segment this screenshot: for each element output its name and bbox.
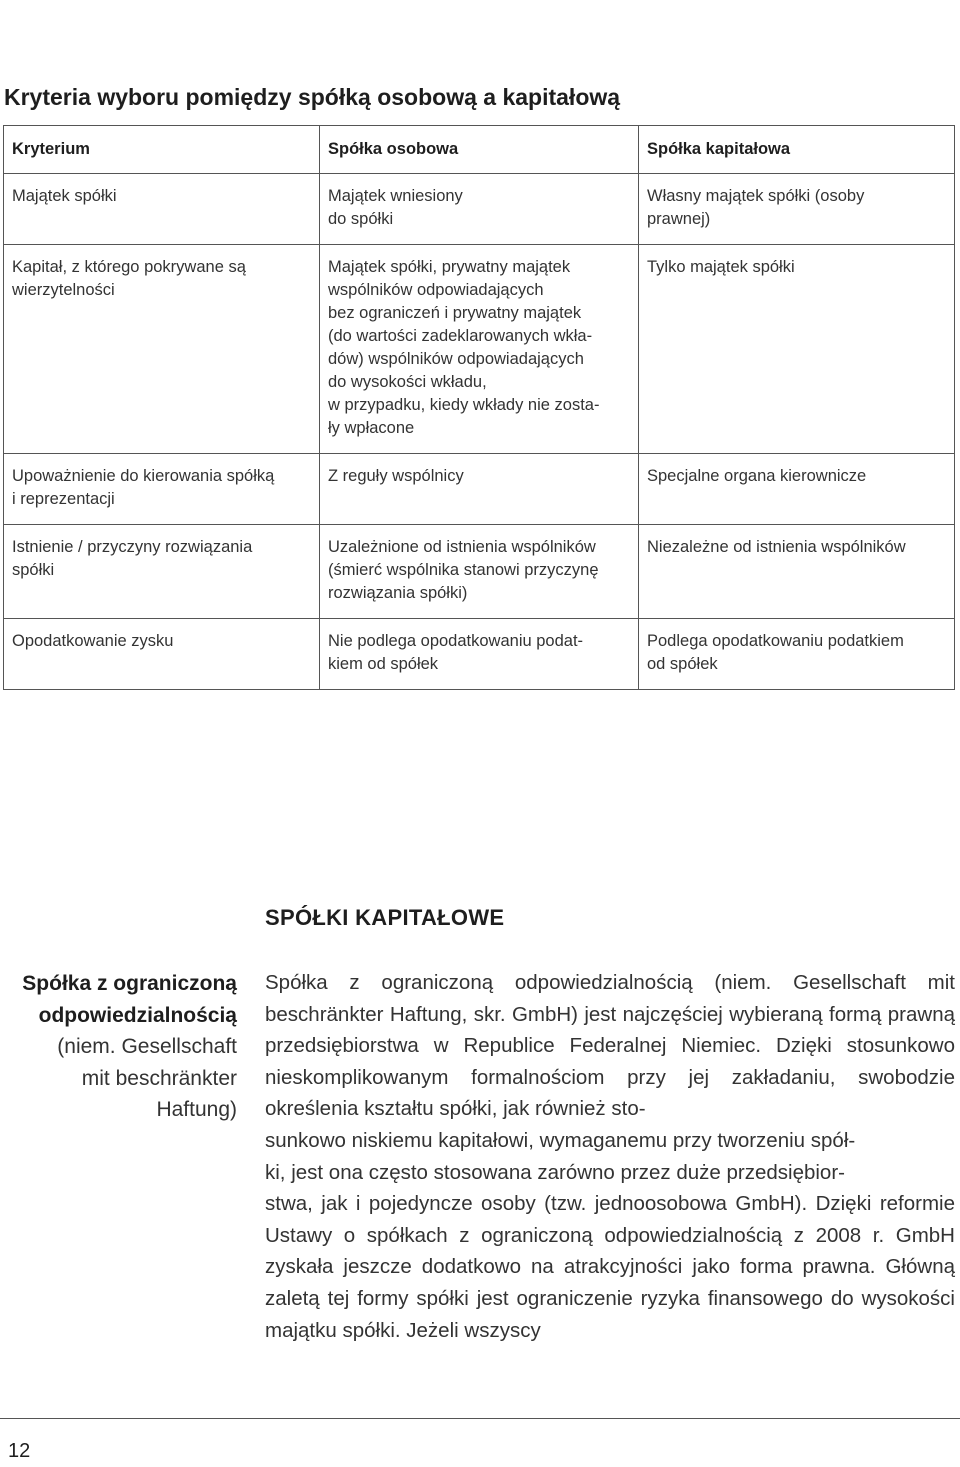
table-row (4, 174, 955, 245)
table-row (4, 619, 955, 690)
margin-note-subtitle: (niem. Gesellschaft mit beschränkter Haftung) (57, 1035, 237, 1121)
table-header-row (4, 126, 955, 174)
column-header-capital-company: Spółka kapitałowa (639, 126, 955, 174)
footer-divider (0, 1418, 960, 1419)
table-row (4, 525, 955, 619)
table-cell: Uzależnione od istnienia wspólników (śmierć wspólnika stanowi przyczynę rozwiązania spółki) (320, 525, 639, 619)
margin-note-title: Spółka z ograniczoną odpowiedzialnością (22, 972, 237, 1027)
table-cell: Opodatkowanie zysku (4, 619, 320, 690)
section-heading: SPÓŁKI KAPITAŁOWE (265, 905, 505, 930)
table-cell: Z reguły wspólnicy (320, 454, 639, 525)
table-title: Kryteria wyboru pomiędzy spółką osobową a kapitałową (4, 84, 621, 110)
column-header-partnership: Spółka osobowa (320, 126, 639, 174)
table-cell: Majątek spółki, prywatny majątek wspólników odpowiadających bez ograniczeń i prywatny majątek (do wartości zadeklarowanych wkła- dów) wspólników odpowiadających do wysokości wkładu, w przypadku, kiedy wkłady nie zosta- ły wpłacone (320, 245, 639, 454)
table-cell: Majątek wniesiony do spółki (320, 174, 639, 245)
table-cell: Własny majątek spółki (osoby prawnej) (639, 174, 955, 245)
table-cell: Podlega opodatkowaniu podatkiem od spółek (639, 619, 955, 690)
table-row (4, 245, 955, 454)
column-header-criterion: Kryterium (4, 126, 320, 174)
table-cell: Nie podlega opodatkowaniu podat- kiem od spółek (320, 619, 639, 690)
margin-note (4, 968, 237, 1126)
body-paragraph: Spółka z ograniczoną odpowiedzialnością (niem. Gesellschaft mit beschränkter Haftung, skr. GmbH) jest najczęściej wybieraną formą prawną przedsiębiorstwa w Republice Federalnej Niemiec. Dzięki stosunkowo nieskomplikowanym formalnościom przy jej zakładaniu, swobodzie określenia kształtu spółki, jak również sto- sunkowo niskiemu kapitałowi, wymaganemu przy tworzeniu spół- ki, jest ona często stosowana zarówno przez duże przedsiębior- stwa, jak i pojedyncze osoby (tzw. jednoosobowa GmbH). Dzięki reformie Ustawy o spółkach z ograniczoną odpowiedzialnością z 2008 r. GmbH zyskała jeszcze dodatkowo na atrakcyjności jako forma prawna. Główną zaletą tej formy spółki jest ograniczenie ryzyka finansowego do wysokości majątku spółki. Jeżeli wszyscy (265, 971, 955, 1342)
table-cell: Majątek spółki (4, 174, 320, 245)
table-row (4, 454, 955, 525)
table-cell: Niezależne od istnienia wspólników (639, 525, 955, 619)
table-cell: Upoważnienie do kierowania spółką i reprezentacji (4, 454, 320, 525)
page-number: 12 (8, 1440, 31, 1462)
criteria-table (3, 125, 955, 690)
table-cell: Specjalne organa kierownicze (639, 454, 955, 525)
table-cell: Kapitał, z którego pokrywane są wierzytelności (4, 245, 320, 454)
table-cell: Istnienie / przyczyny rozwiązania spółki (4, 525, 320, 619)
table-cell: Tylko majątek spółki (639, 245, 955, 454)
